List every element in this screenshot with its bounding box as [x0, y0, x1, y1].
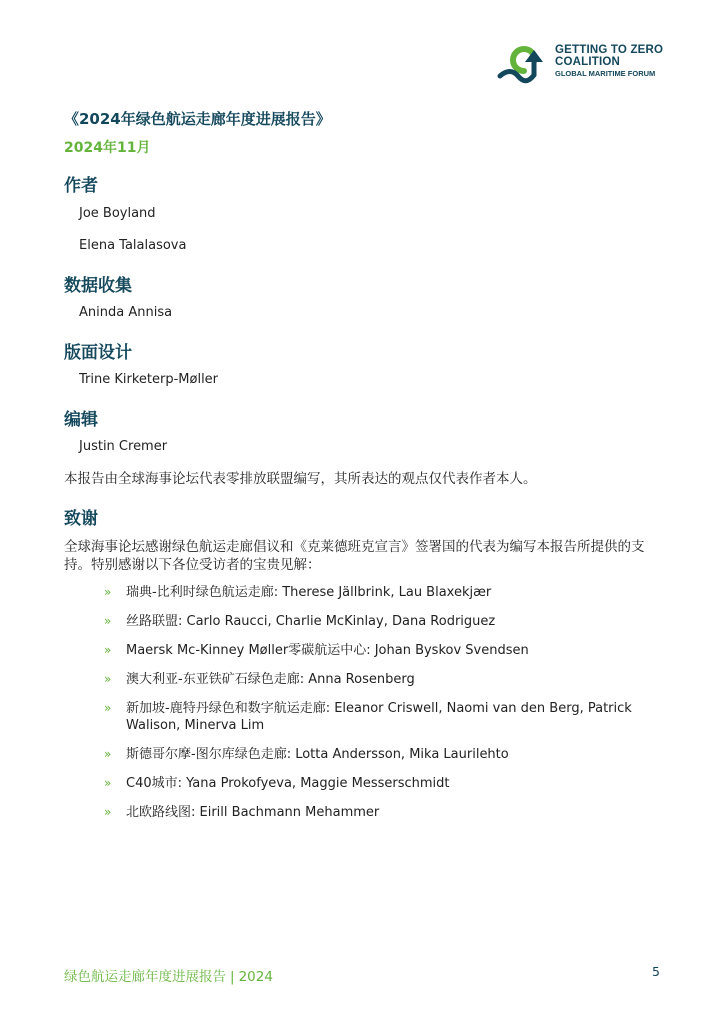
bullet-chevron-icon: »: [104, 672, 112, 686]
list-item: [104, 642, 664, 659]
bullet-chevron-icon: »: [104, 747, 112, 761]
list-item: [104, 671, 664, 688]
coalition-logo-mark-icon: [497, 40, 553, 86]
list-item-text: C40城市: Yana Prokofyeva, Maggie Messerschmidt: [126, 776, 450, 791]
logo-text: [555, 44, 663, 79]
list-item: [104, 775, 664, 792]
layout-design-heading: 版面设计: [64, 343, 132, 363]
bullet-chevron-icon: »: [104, 643, 112, 657]
editor-heading: 编辑: [64, 410, 98, 430]
list-item-text: 丝路联盟: Carlo Raucci, Charlie McKinlay, Dana Rodriguez: [126, 614, 496, 629]
logo-line-3: GLOBAL MARITIME FORUM: [555, 69, 656, 78]
acknowledgements-heading: 致谢: [64, 509, 98, 529]
data-collector-name: Aninda Annisa: [79, 305, 173, 320]
list-item-text: 新加坡-鹿特丹绿色和数字航运走廊: Eleanor Criswell, Naomi van den Berg, Patrick Walison, Minerva Lim: [126, 701, 632, 733]
author-name: Joe Boyland: [79, 206, 156, 221]
bullet-chevron-icon: »: [104, 701, 112, 715]
list-item: [104, 584, 664, 601]
document-title: 《2024年绿色航运走廊年度进展报告》: [64, 110, 331, 128]
list-item: [104, 804, 664, 821]
list-item-text: 澳大利亚-东亚铁矿石绿色走廊: Anna Rosenberg: [126, 672, 415, 687]
acknowledgements-list: [104, 584, 664, 833]
logo-line-1: GETTING TO ZERO: [555, 44, 664, 56]
footer-title-text: 绿色航运走廊年度进展报告: [64, 969, 226, 985]
list-item-text: 斯德哥尔摩-图尔库绿色走廊: Lotta Andersson, Mika Laurilehto: [126, 747, 509, 762]
list-item: [104, 613, 664, 630]
footer-separator: |: [230, 969, 235, 985]
list-item-text: 北欧路线图: Eirill Bachmann Mehammer: [126, 805, 380, 820]
editor-name: Justin Cremer: [79, 439, 168, 454]
coalition-logo: [497, 40, 667, 88]
list-item-text: Maersk Mc-Kinney Møller零碳航运中心: Johan Byskov Svendsen: [126, 643, 529, 658]
logo-line-2: COALITION: [555, 56, 621, 68]
list-item: [104, 700, 664, 734]
footer-report-title: [64, 965, 273, 985]
disclaimer-text: 本报告由全球海事论坛代表零排放联盟编写，其所表达的观点仅代表作者本人。: [64, 471, 537, 487]
list-item: [104, 746, 664, 763]
acknowledgements-intro: 全球海事论坛感谢绿色航运走廊倡议和《克莱德班克宣言》签署国的代表为编写本报告所提供的支持。特别感谢以下各位受访者的宝贵见解：: [64, 539, 645, 573]
bullet-chevron-icon: »: [104, 614, 112, 628]
author-name: Elena Talalasova: [79, 238, 187, 253]
document-date: 2024年11月: [64, 140, 151, 156]
page-number: 5: [652, 964, 660, 979]
authors-heading: 作者: [64, 176, 98, 196]
bullet-chevron-icon: »: [104, 776, 112, 790]
list-item-text: 瑞典-比利时绿色航运走廊: Therese Jällbrink, Lau Blaxekjær: [126, 585, 492, 600]
bullet-chevron-icon: »: [104, 805, 112, 819]
footer-year: 2024: [238, 969, 273, 985]
bullet-chevron-icon: »: [104, 585, 112, 599]
designer-name: Trine Kirketerp-Møller: [79, 372, 219, 387]
data-collection-heading: 数据收集: [64, 276, 132, 296]
